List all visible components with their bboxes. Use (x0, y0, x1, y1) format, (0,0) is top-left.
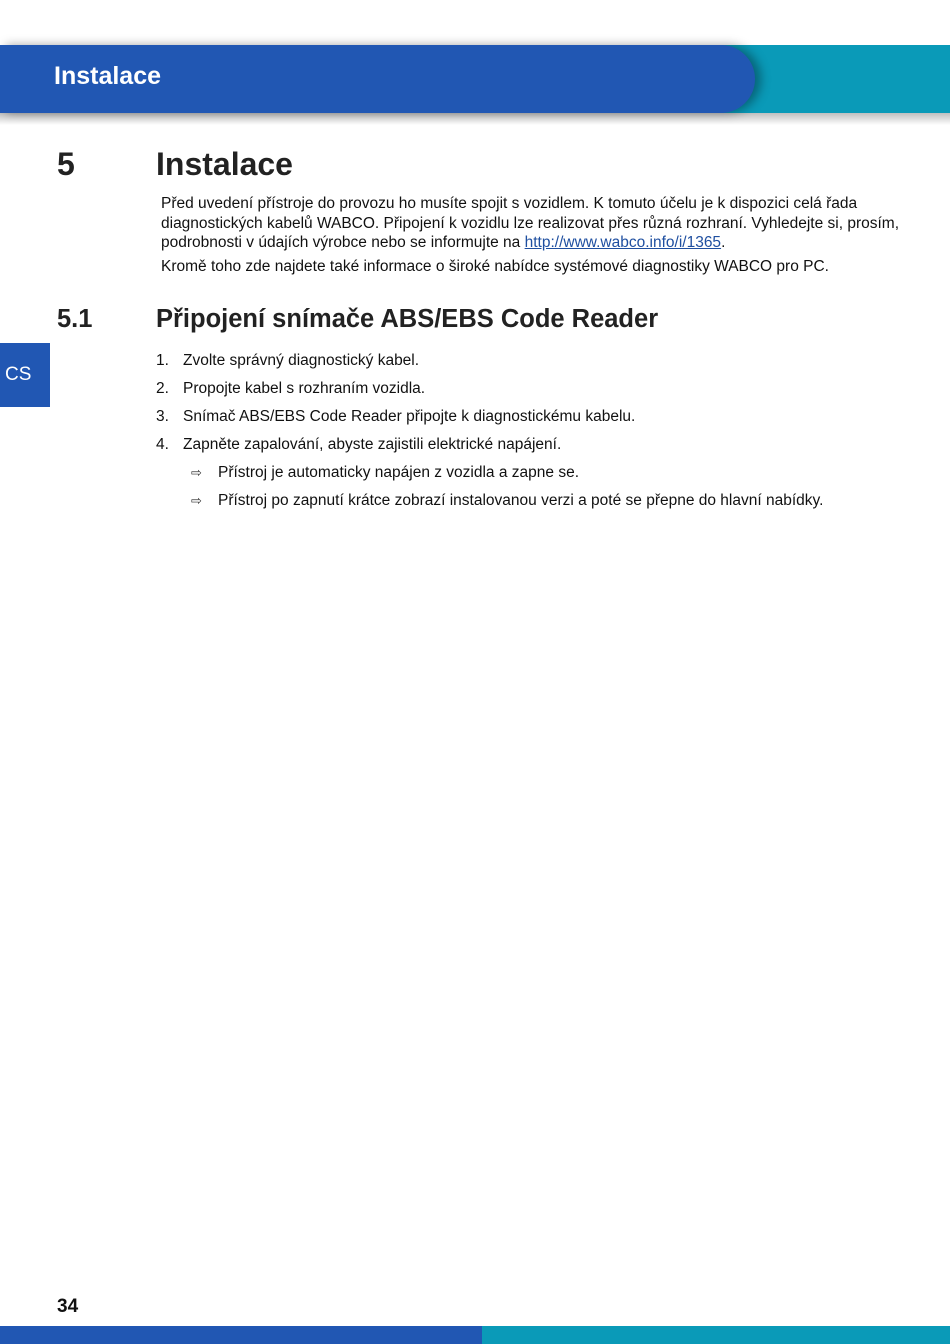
step-number: 4. (156, 436, 169, 453)
step-item (156, 407, 635, 427)
header-title: Instalace (54, 62, 162, 90)
step-number: 2. (156, 380, 169, 397)
footer-bar-blue (0, 1326, 482, 1344)
result-arrow-icon: ⇨ (191, 465, 202, 480)
result-item (191, 463, 579, 483)
section-number: 5 (57, 146, 75, 182)
intro-paragraph (161, 194, 901, 253)
language-tab: CS (0, 343, 50, 407)
step-number: 1. (156, 352, 169, 369)
step-text: Zapněte zapalování, abyste zajistili elektrické napájení. (183, 436, 562, 453)
step-text: Snímač ABS/EBS Code Reader připojte k diagnostickému kabelu. (183, 408, 636, 425)
subsection-title: Připojení snímače ABS/EBS Code Reader (156, 305, 659, 333)
wabco-link[interactable]: http://www.wabco.info/i/1365 (524, 234, 722, 251)
footer-bar-teal (482, 1326, 950, 1344)
intro-end: . (721, 234, 726, 251)
result-text: Přístroj je automaticky napájen z vozidla a zapne se. (218, 464, 579, 481)
step-item (156, 435, 561, 455)
subsection-number: 5.1 (57, 305, 93, 333)
step-item (156, 351, 419, 371)
intro-text: Před uvedení přístroje do provozu ho musíte spojit s vozidlem. K tomuto účelu je k dispozici celá řada diagnostických kabelů WABCO. Připojení k vozidlu lze realizovat přes různá rozhraní. Vyhledejte si, prosím, podrobnosti v údajích výrobce nebo se informujte na (161, 195, 900, 251)
pc-diagnostics-paragraph: Kromě toho zde najdete také informace o široké nabídce systémové diagnostiky WABCO pro PC. (161, 258, 829, 275)
step-number: 3. (156, 408, 169, 425)
page-number: 34 (57, 1296, 79, 1317)
result-text: Přístroj po zapnutí krátce zobrazí instalovanou verzi a poté se přepne do hlavní nabídky. (218, 492, 824, 509)
result-arrow-icon: ⇨ (191, 493, 202, 508)
header-shadow (0, 113, 950, 125)
step-item (156, 379, 425, 399)
section-title: Instalace (156, 146, 293, 182)
result-item (191, 491, 823, 511)
step-text: Zvolte správný diagnostický kabel. (183, 352, 420, 369)
step-text: Propojte kabel s rozhraním vozidla. (183, 380, 426, 397)
